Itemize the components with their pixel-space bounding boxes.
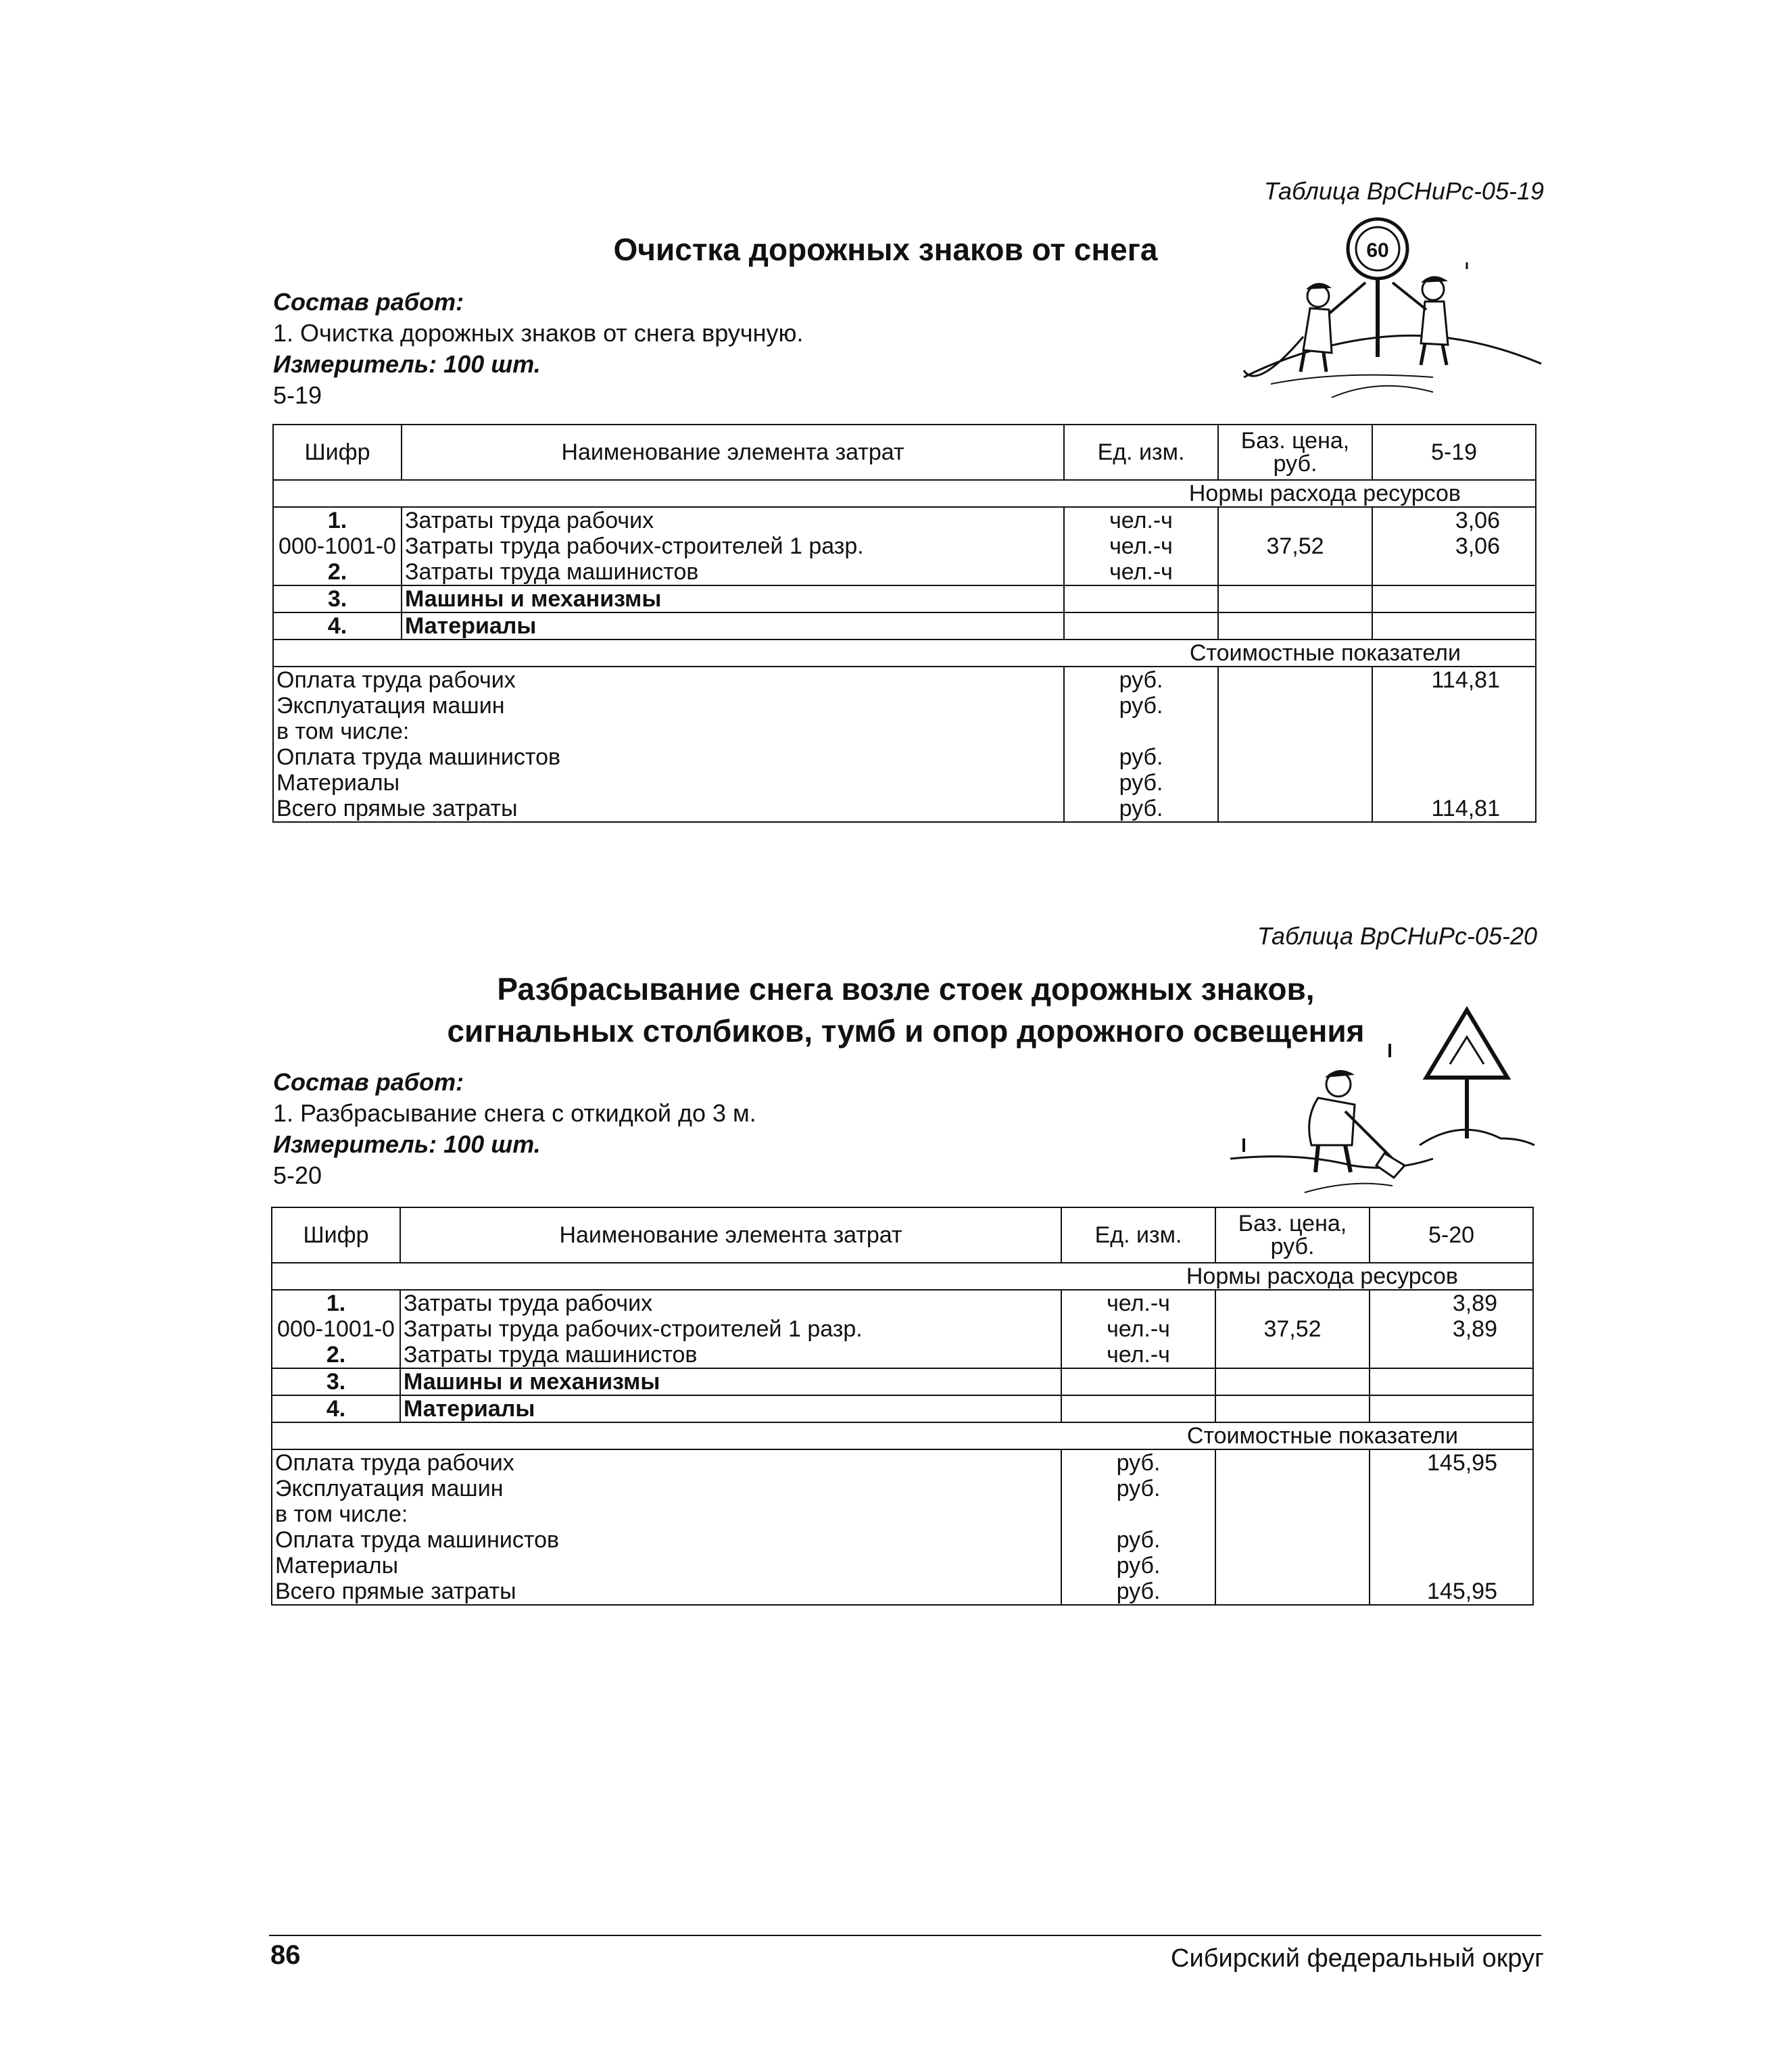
cost-name: Материалы <box>272 1553 1061 1579</box>
cost-name: Всего прямые затраты <box>273 796 1064 822</box>
row-code: 3. <box>273 585 402 612</box>
norms-label: Нормы расхода ресурсов <box>272 1263 1533 1290</box>
cost-row <box>273 667 1536 693</box>
cost-unit <box>1064 719 1218 744</box>
table-header-row <box>273 425 1536 480</box>
composition-label: Состав работ: <box>273 1068 464 1096</box>
row-code: 4. <box>272 1395 400 1422</box>
cost-unit: руб. <box>1061 1553 1215 1579</box>
row-value: 3,89 <box>1370 1290 1533 1316</box>
row-code: 2. <box>273 559 402 585</box>
row-unit: чел.-ч <box>1061 1290 1215 1316</box>
row-name: Затраты труда машинистов <box>402 559 1064 585</box>
row-unit: чел.-ч <box>1064 559 1218 585</box>
cost-unit: руб. <box>1064 667 1218 693</box>
cost-name: Эксплуатация машин <box>273 693 1064 719</box>
page-number: 86 <box>270 1940 301 1970</box>
cost-unit: руб. <box>1061 1449 1215 1476</box>
footer-divider <box>269 1935 1541 1936</box>
row-name: Материалы <box>402 612 1064 640</box>
meter-label: Измеритель: 100 шт. <box>273 350 541 378</box>
col-header-unit: Ед. изм. <box>1064 425 1218 480</box>
cost-row <box>272 1501 1533 1527</box>
footer-region: Сибирский федеральный округ <box>1171 1944 1544 1973</box>
cost-value <box>1370 1527 1533 1553</box>
col-header-price: Баз. цена, руб. <box>1218 425 1372 480</box>
cost-unit <box>1061 1501 1215 1527</box>
row-unit: чел.-ч <box>1064 507 1218 533</box>
row-name: Затраты труда рабочих-строителей 1 разр. <box>402 533 1064 559</box>
row-name: Машины и механизмы <box>400 1368 1061 1395</box>
row-value: 3,06 <box>1372 507 1536 533</box>
row-price <box>1218 559 1372 585</box>
row-price <box>1215 1342 1370 1368</box>
cost-name: в том числе: <box>272 1501 1061 1527</box>
row-code: 000-1001-0 <box>272 1316 400 1342</box>
row-value <box>1372 559 1536 585</box>
col-header-name: Наименование элемента затрат <box>402 425 1064 480</box>
table-row <box>273 507 1536 533</box>
row-price <box>1215 1290 1370 1316</box>
cost-row <box>272 1553 1533 1579</box>
norms-subheader-row <box>272 1263 1533 1290</box>
cost-unit: руб. <box>1061 1476 1215 1501</box>
cost-row <box>273 770 1536 796</box>
col-header-code: Шифр <box>273 425 402 480</box>
norms-label: Нормы расхода ресурсов <box>273 480 1536 507</box>
cost-value <box>1370 1553 1533 1579</box>
row-price: 37,52 <box>1218 533 1372 559</box>
cost-label: Стоимостные показатели <box>273 640 1536 667</box>
cost-name: Материалы <box>273 770 1064 796</box>
table-row <box>272 1342 1533 1368</box>
row-price: 37,52 <box>1215 1316 1370 1342</box>
col-header-norm: 5-20 <box>1370 1207 1533 1263</box>
cost-value <box>1372 693 1536 719</box>
row-code: 1. <box>273 507 402 533</box>
table-id: Таблица ВрСНиРс-05-19 <box>1263 177 1544 205</box>
table-row <box>272 1316 1533 1342</box>
cost-row <box>273 719 1536 744</box>
cost-row-total <box>273 796 1536 822</box>
cost-value: 114,81 <box>1372 667 1536 693</box>
table-row <box>273 559 1536 585</box>
code-label: 5-20 <box>273 1161 322 1189</box>
cost-value <box>1372 719 1536 744</box>
col-header-code: Шифр <box>272 1207 400 1263</box>
cost-row <box>272 1476 1533 1501</box>
col-header-name: Наименование элемента затрат <box>400 1207 1061 1263</box>
row-name: Машины и механизмы <box>402 585 1064 612</box>
cost-value: 145,95 <box>1370 1579 1533 1605</box>
row-code: 4. <box>273 612 402 640</box>
row-value <box>1370 1342 1533 1368</box>
cost-subheader-row <box>273 640 1536 667</box>
section-title-line-2: сигнальных столбиков, тумб и опор дорожного освещения <box>447 1013 1365 1049</box>
cost-value <box>1370 1476 1533 1501</box>
row-value: 3,06 <box>1372 533 1536 559</box>
row-price <box>1218 507 1372 533</box>
composition-label: Состав работ: <box>273 288 464 316</box>
cost-name: Оплата труда рабочих <box>272 1449 1061 1476</box>
row-name: Материалы <box>400 1395 1061 1422</box>
snow-throwing-illustration <box>1217 1003 1541 1206</box>
composition-item: 1. Очистка дорожных знаков от снега вручную. <box>273 319 804 347</box>
row-name: Затраты труда рабочих <box>400 1290 1061 1316</box>
table-row-bold <box>273 612 1536 640</box>
row-name: Затраты труда рабочих-строителей 1 разр. <box>400 1316 1061 1342</box>
table-row <box>273 533 1536 559</box>
table-row-bold <box>272 1395 1533 1422</box>
col-header-norm: 5-19 <box>1372 425 1536 480</box>
cost-unit: руб. <box>1061 1527 1215 1553</box>
row-code: 2. <box>272 1342 400 1368</box>
cost-row <box>272 1527 1533 1553</box>
cost-row <box>273 693 1536 719</box>
speed-limit-sign-text: 60 <box>1366 239 1389 262</box>
norms-subheader-row <box>273 480 1536 507</box>
cost-value: 114,81 <box>1372 796 1536 822</box>
cost-value <box>1370 1501 1533 1527</box>
table-header-row <box>272 1207 1533 1263</box>
section-title: Очистка дорожных знаков от снега <box>613 232 1158 267</box>
cost-label: Стоимостные показатели <box>272 1422 1533 1449</box>
row-unit: чел.-ч <box>1064 533 1218 559</box>
row-value: 3,89 <box>1370 1316 1533 1342</box>
row-code: 3. <box>272 1368 400 1395</box>
cost-value: 145,95 <box>1370 1449 1533 1476</box>
row-unit: чел.-ч <box>1061 1316 1215 1342</box>
code-label: 5-19 <box>273 381 322 409</box>
composition-item: 1. Разбрасывание снега с откидкой до 3 м. <box>273 1099 756 1127</box>
section-title-line-1: Разбрасывание снега возле стоек дорожных знаков, <box>497 971 1315 1007</box>
cost-unit: руб. <box>1064 693 1218 719</box>
cost-name: Оплата труда рабочих <box>273 667 1064 693</box>
cost-value <box>1372 744 1536 770</box>
cost-name: Всего прямые затраты <box>272 1579 1061 1605</box>
table-row-bold <box>272 1368 1533 1395</box>
row-name: Затраты труда машинистов <box>400 1342 1061 1368</box>
table-id: Таблица ВрСНиРс-05-20 <box>1257 922 1537 950</box>
cost-row <box>273 744 1536 770</box>
cost-name: Эксплуатация машин <box>272 1476 1061 1501</box>
col-header-unit: Ед. изм. <box>1061 1207 1215 1263</box>
cost-name: Оплата труда машинистов <box>272 1527 1061 1553</box>
cost-name: в том числе: <box>273 719 1064 744</box>
row-unit: чел.-ч <box>1061 1342 1215 1368</box>
cost-unit: руб. <box>1064 770 1218 796</box>
row-code: 1. <box>272 1290 400 1316</box>
table-row-bold <box>273 585 1536 612</box>
cost-unit: руб. <box>1061 1579 1215 1605</box>
meter-label: Измеритель: 100 шт. <box>273 1130 541 1158</box>
row-code: 000-1001-0 <box>273 533 402 559</box>
cost-unit: руб. <box>1064 744 1218 770</box>
cost-row-total <box>272 1579 1533 1605</box>
cost-name: Оплата труда машинистов <box>273 744 1064 770</box>
table-row <box>272 1290 1533 1316</box>
cost-unit: руб. <box>1064 796 1218 822</box>
cost-row <box>272 1449 1533 1476</box>
cost-value <box>1372 770 1536 796</box>
col-header-price: Баз. цена, руб. <box>1215 1207 1370 1263</box>
snow-cleaning-illustration <box>1230 215 1555 411</box>
row-name: Затраты труда рабочих <box>402 507 1064 533</box>
cost-table <box>271 1207 1534 1606</box>
cost-subheader-row <box>272 1422 1533 1449</box>
cost-table <box>272 424 1536 823</box>
